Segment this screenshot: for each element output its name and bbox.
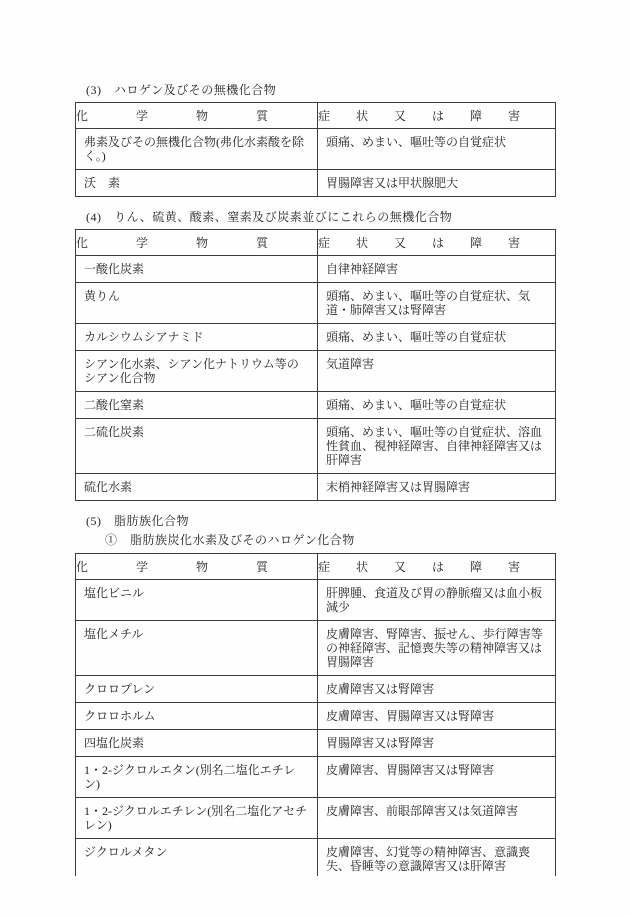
section-heading-5: (5) 脂肪族化合物 [86, 514, 189, 528]
cell-symptom: 胃腸障害又は甲状腺肥大 [318, 170, 556, 197]
table-row [76, 757, 556, 798]
cell-chemical: 1・2-ジクロルエチレン(別名二塩化アセチレン) [76, 798, 318, 839]
table-row [76, 621, 556, 676]
column-header-symptom: 症状又は障害 [318, 103, 556, 129]
section-heading-4: (4) りん、硫黄、酸素、窒素及び炭素並びにこれらの無機化合物 [86, 210, 453, 224]
cell-symptom: 皮膚障害又は腎障害 [318, 676, 556, 703]
cell-chemical: シアン化水素、シアン化ナトリウム等のシアン化合物 [76, 351, 318, 392]
cell-chemical: 塩化メチル [76, 621, 318, 676]
column-header-chemical: 化学物質 [76, 554, 318, 580]
table-row [76, 256, 556, 283]
inorganic-table [75, 229, 556, 501]
section-subheading-5-1: ① 脂肪族炭化水素及びそのハロゲン化合物 [105, 533, 355, 547]
cell-symptom: 自律神経障害 [318, 256, 556, 283]
cell-symptom: 胃腸障害又は腎障害 [318, 730, 556, 757]
section-heading-3: (3) ハロゲン及びその無機化合物 [86, 83, 277, 97]
cell-symptom: 頭痛、めまい、嘔吐等の自覚症状 [318, 392, 556, 419]
table-row [76, 798, 556, 839]
cell-chemical: 沃 素 [76, 170, 318, 197]
cell-chemical: 四塩化炭素 [76, 730, 318, 757]
cell-symptom: 肝脾腫、食道及び胃の静脈瘤又は血小板減少 [318, 580, 556, 621]
table-row [76, 474, 556, 501]
cell-symptom: 頭痛、めまい、嘔吐等の自覚症状、溶血性貧血、視神経障害、自律神経障害又は肝障害 [318, 419, 556, 474]
table-header-row [76, 103, 556, 129]
cell-symptom: 末梢神経障害又は胃腸障害 [318, 474, 556, 501]
cell-symptom: 皮膚障害、胃腸障害又は腎障害 [318, 757, 556, 798]
cell-symptom: 皮膚障害、胃腸障害又は腎障害 [318, 703, 556, 730]
column-header-symptom: 症状又は障害 [318, 230, 556, 256]
column-header-symptom: 症状又は障害 [318, 554, 556, 580]
cell-chemical: 塩化ビニル [76, 580, 318, 621]
cell-symptom: 頭痛、めまい、嘔吐等の自覚症状 [318, 324, 556, 351]
section-halogen [75, 83, 555, 197]
table-header-row [76, 554, 556, 580]
cell-chemical: 二酸化窒素 [76, 392, 318, 419]
table-row [76, 324, 556, 351]
cell-chemical: 硫化水素 [76, 474, 318, 501]
aliphatic-table [75, 553, 556, 876]
table-row [76, 580, 556, 621]
table-row [76, 351, 556, 392]
table-row [76, 419, 556, 474]
halogen-table [75, 102, 556, 197]
cell-chemical: カルシウムシアナミド [76, 324, 318, 351]
section-inorganic [75, 210, 555, 501]
table-row [76, 170, 556, 197]
column-header-chemical: 化学物質 [76, 103, 318, 129]
cell-chemical: 黄りん [76, 283, 318, 324]
cell-chemical: 一酸化炭素 [76, 256, 318, 283]
cell-symptom: 皮膚障害、前眼部障害又は気道障害 [318, 798, 556, 839]
cell-chemical: ジクロルメタン [76, 839, 318, 877]
cell-chemical: クロロプレン [76, 676, 318, 703]
cell-symptom: 皮膚障害、腎障害、振せん、歩行障害等の神経障害、記憶喪失等の精神障害又は胃腸障害 [318, 621, 556, 676]
table-row-cut-off [76, 839, 556, 877]
column-header-chemical: 化学物質 [76, 230, 318, 256]
cell-chemical: 弗素及びその無機化合物(弗化水素酸を除く。) [76, 129, 318, 170]
cell-symptom: 頭痛、めまい、嘔吐等の自覚症状、気道・肺障害又は腎障害 [318, 283, 556, 324]
cell-chemical: 二硫化炭素 [76, 419, 318, 474]
cell-chemical: クロロホルム [76, 703, 318, 730]
cell-symptom: 皮膚障害、幻覚等の精神障害、意識喪失、昏睡等の意識障害又は肝障害 [318, 839, 556, 877]
table-row [76, 129, 556, 170]
table-header-row [76, 230, 556, 256]
cell-symptom: 気道障害 [318, 351, 556, 392]
table-row [76, 392, 556, 419]
cell-chemical: 1・2-ジクロルエタン(別名二塩化エチレン) [76, 757, 318, 798]
cell-symptom: 頭痛、めまい、嘔吐等の自覚症状 [318, 129, 556, 170]
table-row [76, 283, 556, 324]
table-row [76, 730, 556, 757]
section-aliphatic [75, 514, 555, 876]
table-row [76, 676, 556, 703]
table-row [76, 703, 556, 730]
